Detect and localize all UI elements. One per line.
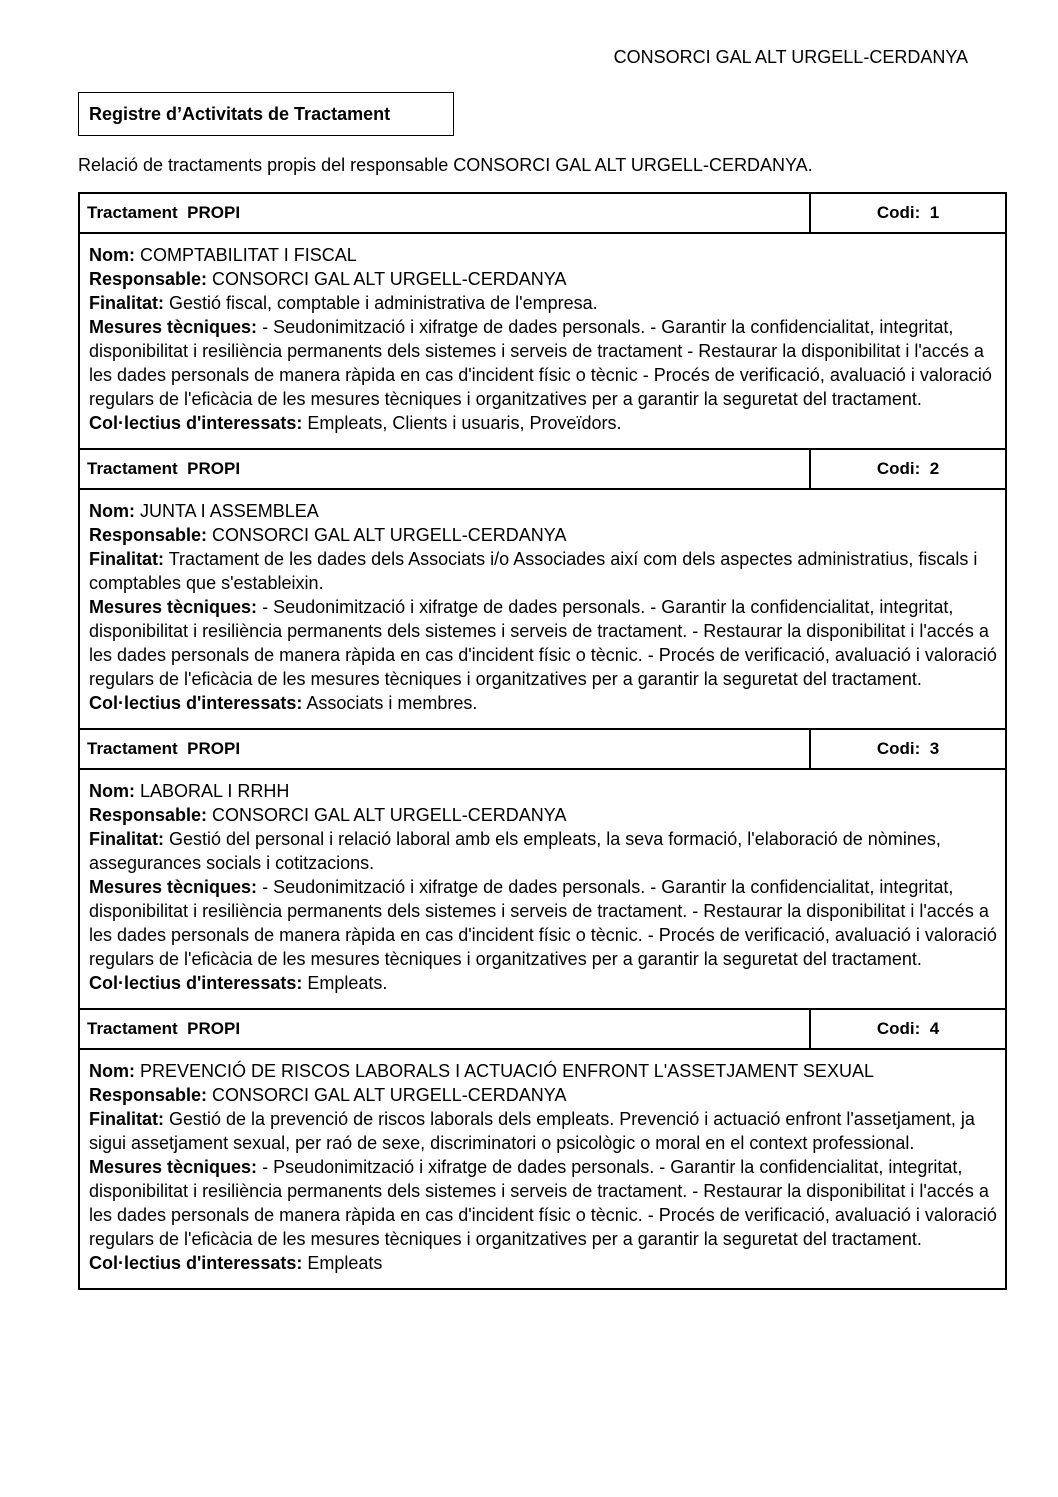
field-collectius <box>89 411 997 435</box>
field-nom-value: COMPTABILITAT I FISCAL <box>140 245 357 265</box>
field-finalitat-label: Finalitat: <box>89 829 164 849</box>
field-responsable-label: Responsable: <box>89 269 208 289</box>
record-code-label: Codi: <box>876 459 930 478</box>
record-header <box>80 450 1005 490</box>
record-type: Tractament PROPI <box>80 450 811 488</box>
field-mesures-label: Mesures tècniques: <box>89 1157 258 1177</box>
field-nom <box>89 779 997 803</box>
field-finalitat <box>89 1107 997 1155</box>
field-responsable-label: Responsable: <box>89 525 208 545</box>
field-finalitat <box>89 291 997 315</box>
field-finalitat <box>89 827 997 875</box>
field-responsable-value: CONSORCI GAL ALT URGELL-CERDANYA <box>212 1085 567 1105</box>
field-nom-label: Nom: <box>89 245 135 265</box>
record-type: Tractament PROPI <box>80 194 811 232</box>
field-collectius <box>89 971 997 995</box>
record-header <box>80 194 1005 234</box>
field-collectius-label: Col·lectius d'interessats: <box>89 973 303 993</box>
record-code <box>811 1010 1005 1048</box>
field-finalitat-value: Gestió fiscal, comptable i administrativa de l'empresa. <box>169 293 598 313</box>
record-type: Tractament PROPI <box>80 730 811 768</box>
record-code <box>811 730 1005 768</box>
field-finalitat-value: Gestió de la prevenció de riscos laborals dels empleats. Prevenció i actuació enfront l'assetjament, ja sigui assetjament sexual, per raó de sexe, discriminatori o psicològic o moral en el context professional. <box>89 1109 975 1153</box>
field-mesures-label: Mesures tècniques: <box>89 877 258 897</box>
field-mesures-value: - Seudonimització i xifratge de dades personals. - Garantir la confidencialitat, integritat, disponibilitat i resiliència permanents dels sistemes i serveis de tractament - Restaurar la disponibilitat i l'accés a les dades personals de manera ràpida en cas d'incident físic o tècnic - Procés de verificació, avaluació i valoració regulars de l'eficàcia de les mesures tècniques i organitzatives per a garantir la seguretat del tractament. <box>89 317 992 409</box>
field-collectius-value: Empleats. <box>307 973 388 993</box>
field-responsable <box>89 1083 997 1107</box>
field-nom-label: Nom: <box>89 501 135 521</box>
field-mesures-label: Mesures tècniques: <box>89 597 258 617</box>
organization-header: CONSORCI GAL ALT URGELL-CERDANYA <box>613 47 968 67</box>
field-collectius <box>89 691 997 715</box>
record-header <box>80 730 1005 770</box>
document-title-text: Registre d’Activitats de Tractament <box>89 103 391 124</box>
field-collectius-label: Col·lectius d'interessats: <box>89 1253 303 1273</box>
field-finalitat-value: Tractament de les dades dels Associats i/o Associades així com dels aspectes administratius, fiscals i comptables que s'estableixin. <box>89 549 978 593</box>
field-mesures <box>89 595 997 691</box>
field-mesures <box>89 875 997 971</box>
field-nom-label: Nom: <box>89 1061 135 1081</box>
record-code-value: 1 <box>929 203 940 222</box>
field-responsable-label: Responsable: <box>89 1085 208 1105</box>
field-nom-value: LABORAL I RRHH <box>140 781 290 801</box>
record-header <box>80 1010 1005 1050</box>
field-mesures <box>89 1155 997 1251</box>
field-mesures <box>89 315 997 411</box>
record-code-label: Codi: <box>876 1019 930 1038</box>
field-mesures-value: - Seudonimització i xifratge de dades personals. - Garantir la confidencialitat, integritat, disponibilitat i resiliència permanents dels sistemes i serveis de tractament. - Restaurar la disponibilitat i l'accés a les dades personals de manera ràpida en cas d'incident físic o tècnic. - Procés de verificació, avaluació i valoració regulars de l'eficàcia de les mesures tècniques i organitzatives per a garantir la seguretat del tractament. <box>89 597 997 689</box>
field-collectius-value: Associats i membres. <box>306 693 478 713</box>
field-nom-value: JUNTA I ASSEMBLEA <box>140 501 319 521</box>
record-body <box>80 1050 1005 1288</box>
field-collectius <box>89 1251 997 1275</box>
record-body <box>80 234 1005 448</box>
field-finalitat-label: Finalitat: <box>89 549 164 569</box>
record-code <box>811 450 1005 488</box>
record-code-label: Codi: <box>876 739 930 758</box>
field-collectius-value: Empleats <box>307 1253 383 1273</box>
field-responsable-value: CONSORCI GAL ALT URGELL-CERDANYA <box>212 805 567 825</box>
records-table <box>78 194 1007 1290</box>
record-code-label: Codi: <box>876 203 930 222</box>
field-finalitat <box>89 547 997 595</box>
record-code <box>811 194 1005 232</box>
record <box>78 192 1007 450</box>
record-code-value: 2 <box>929 459 940 478</box>
document-title <box>78 92 454 136</box>
field-mesures-value: - Pseudonimització i xifratge de dades personals. - Garantir la confidencialitat, integritat, disponibilitat i resiliència permanents dels sistemes i serveis de tractament. - Restaurar la disponibilitat i l'accés a les dades personals de manera ràpida en cas d'incident físic o tècnic. - Procés de verificació, avaluació i valoració regulars de l'eficàcia de les mesures tècniques i organitzatives per a garantir la seguretat del tractament. <box>89 1157 997 1249</box>
field-mesures-value: - Seudonimització i xifratge de dades personals. - Garantir la confidencialitat, integritat, disponibilitat i resiliència permanents dels sistemes i serveis de tractament. - Restaurar la disponibilitat i l'accés a les dades personals de manera ràpida en cas d'incident físic o tècnic. - Procés de verificació, avaluació i valoració regulars de l'eficàcia de les mesures tècniques i organitzatives per a garantir la seguretat del tractament. <box>89 877 997 969</box>
record-code-value: 4 <box>929 1019 940 1038</box>
intro-text: Relació de tractaments propis del responsable CONSORCI GAL ALT URGELL-CERDANYA. <box>78 155 813 175</box>
field-responsable <box>89 267 997 291</box>
field-mesures-label: Mesures tècniques: <box>89 317 258 337</box>
record-code-value: 3 <box>929 739 940 758</box>
record <box>78 1008 1007 1290</box>
field-nom-label: Nom: <box>89 781 135 801</box>
field-finalitat-value: Gestió del personal i relació laboral amb els empleats, la seva formació, l'elaboració de nòmines, assegurances socials i cotitzacions. <box>89 829 941 873</box>
field-responsable-value: CONSORCI GAL ALT URGELL-CERDANYA <box>212 525 567 545</box>
field-nom <box>89 243 997 267</box>
record <box>78 728 1007 1010</box>
field-responsable-label: Responsable: <box>89 805 208 825</box>
field-nom <box>89 499 997 523</box>
field-responsable <box>89 803 997 827</box>
field-responsable-value: CONSORCI GAL ALT URGELL-CERDANYA <box>212 269 567 289</box>
field-finalitat-label: Finalitat: <box>89 293 164 313</box>
record <box>78 448 1007 730</box>
field-nom <box>89 1059 997 1083</box>
record-body <box>80 770 1005 1008</box>
field-collectius-label: Col·lectius d'interessats: <box>89 413 303 433</box>
record-type: Tractament PROPI <box>80 1010 811 1048</box>
field-finalitat-label: Finalitat: <box>89 1109 164 1129</box>
field-collectius-label: Col·lectius d'interessats: <box>89 693 303 713</box>
record-body <box>80 490 1005 728</box>
field-responsable <box>89 523 997 547</box>
field-collectius-value: Empleats, Clients i usuaris, Proveïdors. <box>307 413 622 433</box>
field-nom-value: PREVENCIÓ DE RISCOS LABORALS I ACTUACIÓ ENFRONT L'ASSETJAMENT SEXUAL <box>140 1061 874 1081</box>
